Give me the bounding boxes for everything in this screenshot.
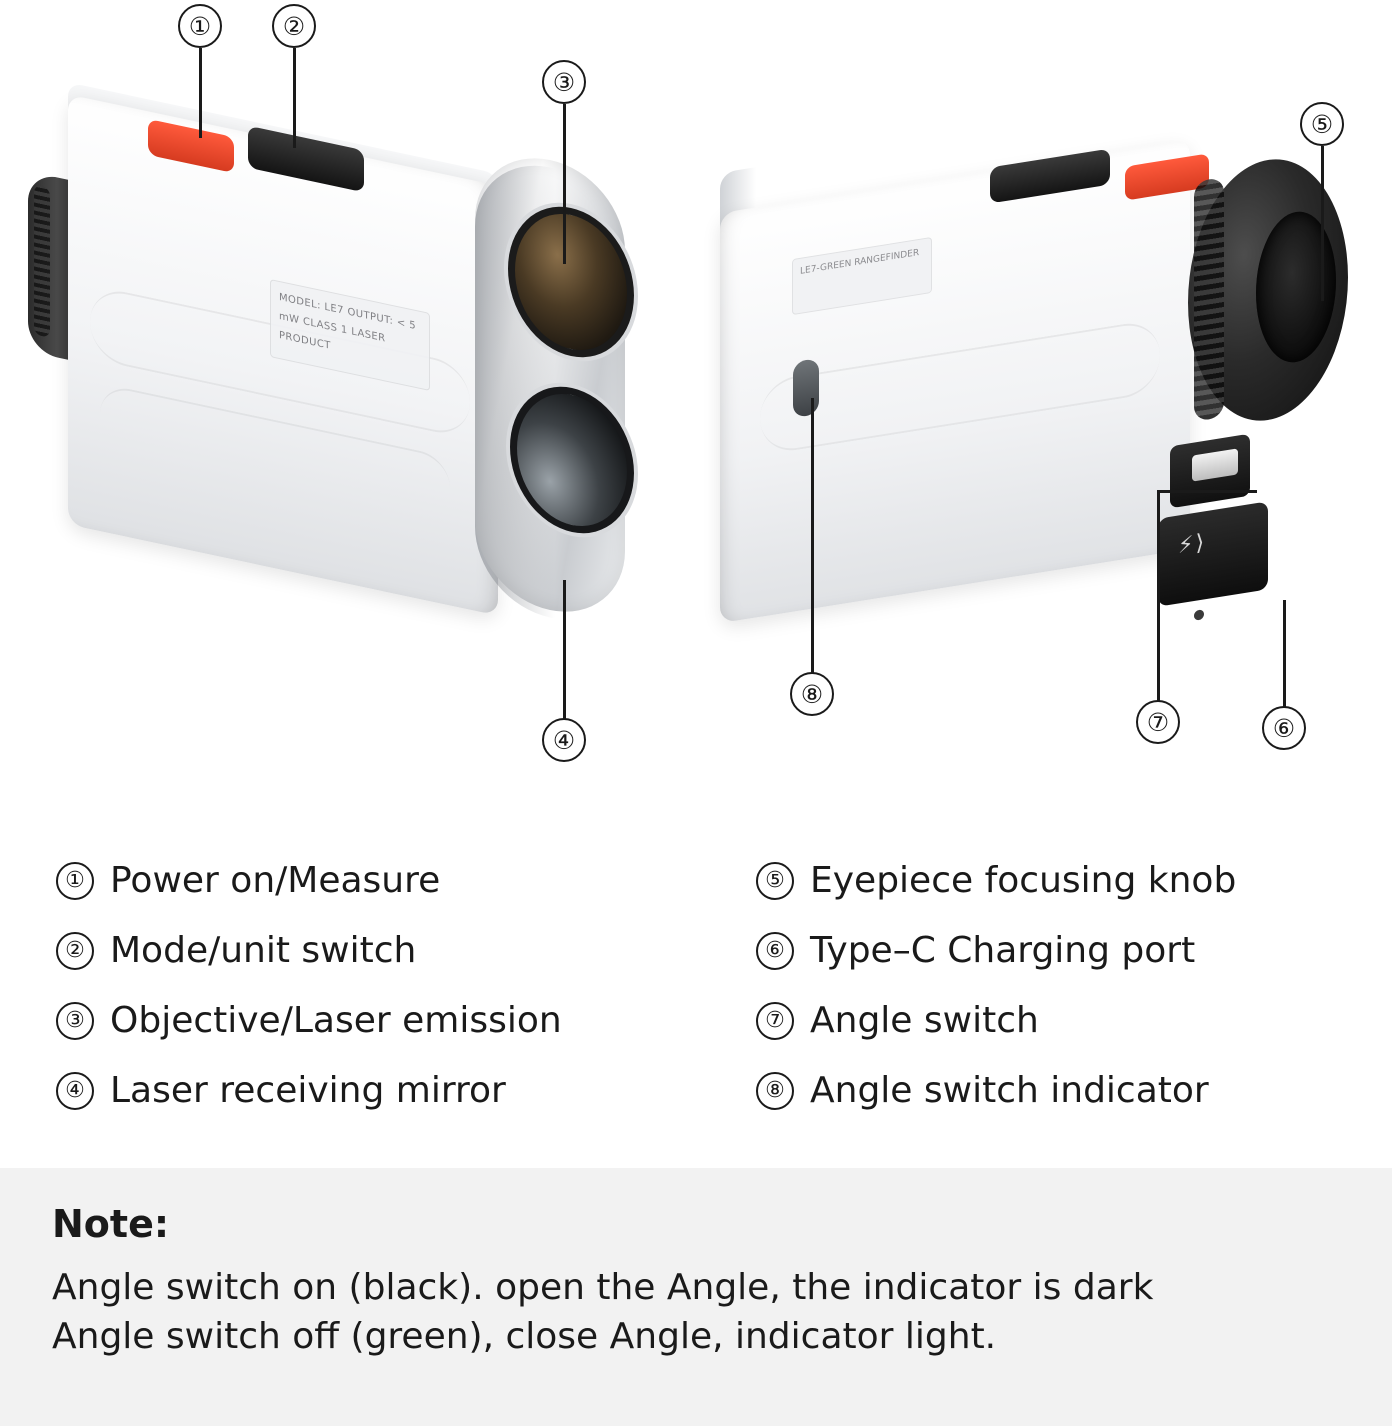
legend-column-left [0, 846, 696, 1126]
callout-6: ⑥ [1262, 706, 1306, 750]
leader-line-5 [1321, 146, 1324, 301]
legend-item [56, 846, 696, 916]
leader-line-4 [563, 580, 566, 720]
legend-number: ⑧ [756, 1072, 794, 1110]
note-title: Note: [52, 1202, 170, 1246]
legend-item [56, 1056, 696, 1126]
legend-label: Laser receiving mirror [110, 1070, 506, 1111]
legend-item [56, 986, 696, 1056]
legend-label: Mode/unit switch [110, 930, 417, 971]
legend-number: ⑦ [756, 1002, 794, 1040]
legend [0, 846, 1392, 1126]
legend-column-right [696, 846, 1392, 1126]
legend-label: Angle switch indicator [810, 1070, 1209, 1111]
device-rear-view [700, 140, 1360, 660]
callout-2: ② [272, 4, 316, 48]
usb-icon: ⚡⟩ [1178, 529, 1207, 560]
legend-label: Angle switch [810, 1000, 1039, 1041]
leader-line-2 [293, 48, 296, 148]
legend-number: ④ [56, 1072, 94, 1110]
legend-label: Type–C Charging port [810, 930, 1196, 971]
product-label-sticker-rear: LE7-GREEN RANGEFINDER [792, 237, 932, 315]
legend-label: Objective/Laser emission [110, 1000, 562, 1041]
legend-item [756, 1056, 1392, 1126]
note-line-1: Angle switch on (black). open the Angle, the indicator is dark [52, 1267, 1154, 1308]
legend-number: ② [56, 932, 94, 970]
callout-7: ⑦ [1136, 700, 1180, 744]
legend-number: ① [56, 862, 94, 900]
leader-line-7-vertical [1157, 492, 1160, 702]
angle-switch-indicator [793, 358, 819, 418]
legend-label: Eyepiece focusing knob [810, 860, 1237, 901]
legend-item [756, 916, 1392, 986]
leader-line-6 [1283, 600, 1286, 708]
legend-item [756, 986, 1392, 1056]
leader-line-7-horizontal [1157, 490, 1257, 493]
callout-5: ⑤ [1300, 102, 1344, 146]
callout-4: ④ [542, 718, 586, 762]
callout-3: ③ [542, 60, 586, 104]
leader-line-8 [811, 398, 814, 674]
port-screw-dot [1194, 609, 1204, 621]
callout-1: ① [178, 4, 222, 48]
legend-number: ⑥ [756, 932, 794, 970]
note-line-2: Angle switch off (green), close Angle, indicator light. [52, 1315, 997, 1357]
leader-line-3 [563, 104, 566, 264]
legend-item [56, 916, 696, 986]
callout-8: ⑧ [790, 672, 834, 716]
leader-line-1 [199, 48, 202, 138]
legend-item [756, 846, 1392, 916]
note-panel [0, 1168, 1392, 1426]
legend-label: Power on/Measure [110, 860, 441, 901]
type-c-charging-port[interactable] [1158, 501, 1268, 606]
legend-number: ⑤ [756, 862, 794, 900]
legend-number: ③ [56, 1002, 94, 1040]
product-label-sticker: MODEL: LE7 OUTPUT: < 5 mW CLASS 1 LASER PRODUCT [270, 279, 430, 391]
